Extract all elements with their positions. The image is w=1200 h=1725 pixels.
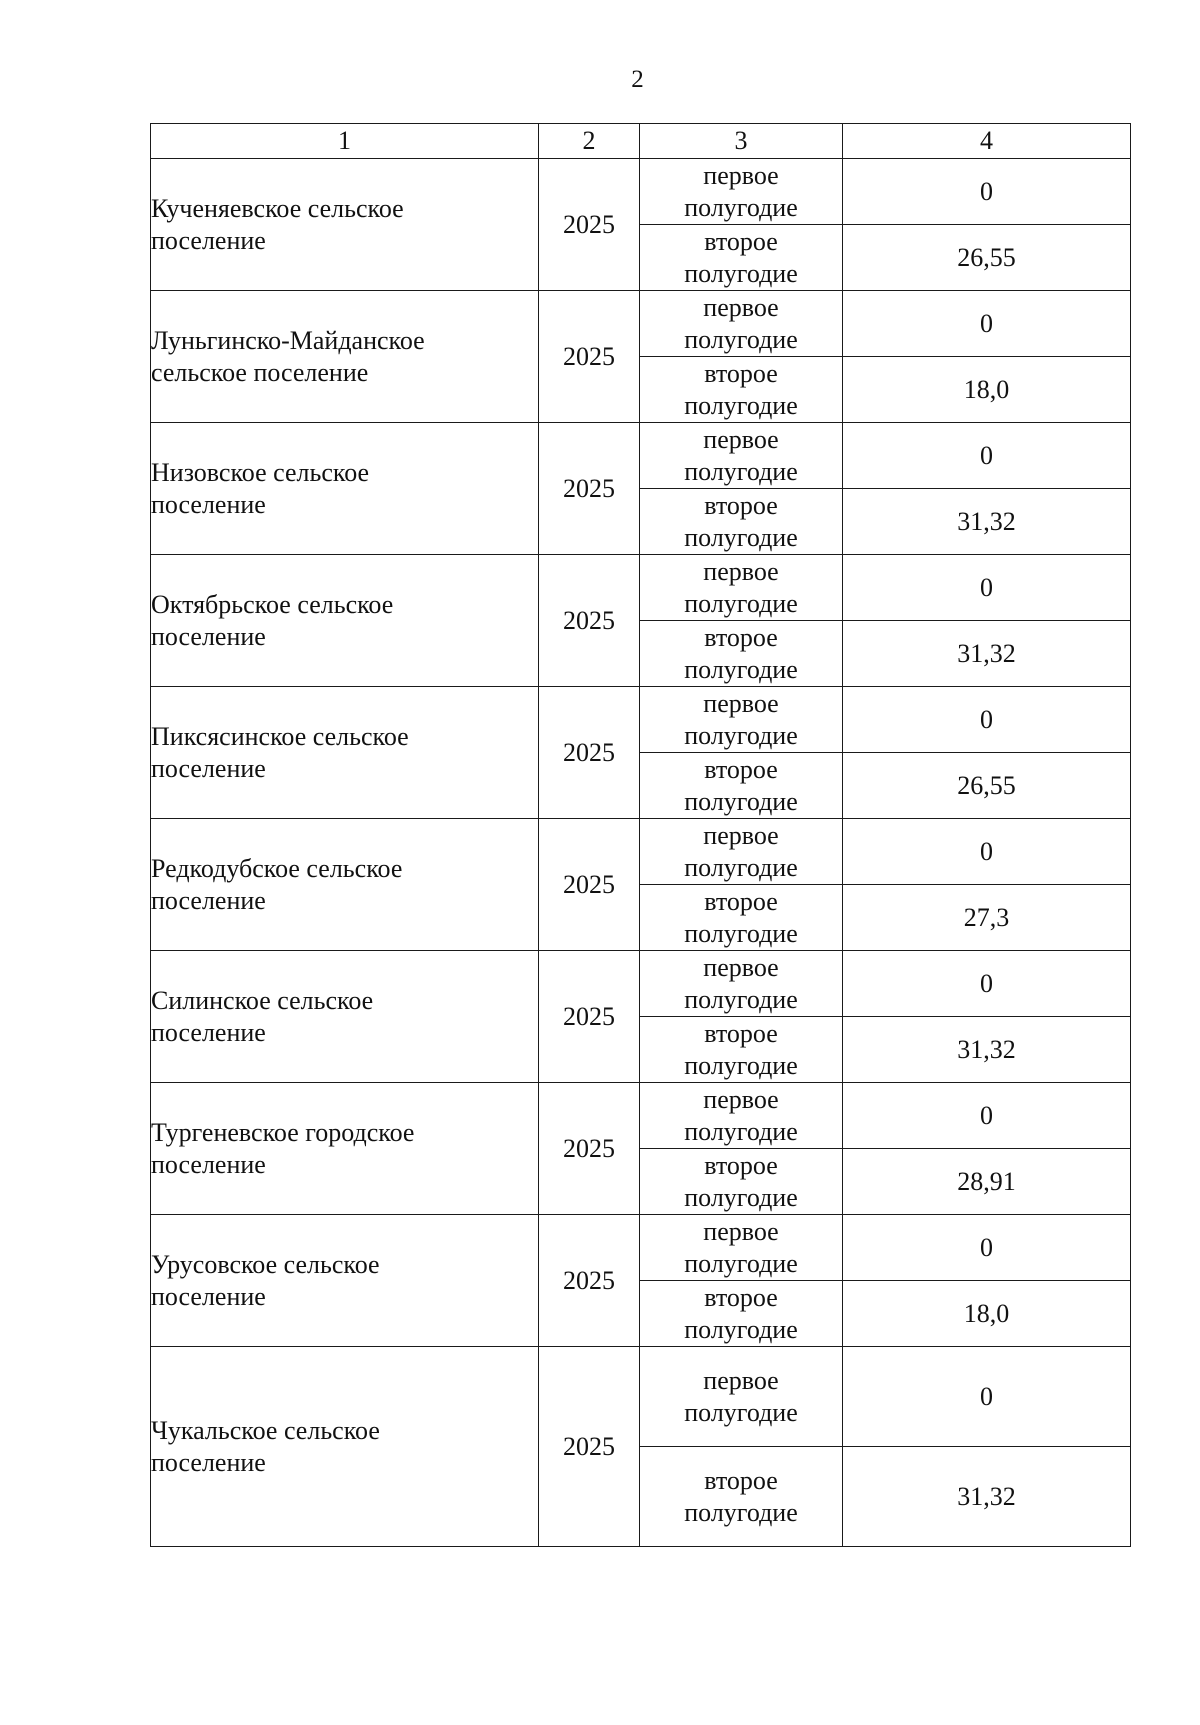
period-first-line1: первое [703,820,779,850]
period-second-cell [640,1447,843,1547]
settlement-name-line2: поселение [151,1017,266,1047]
year-cell: 2025 [539,687,640,819]
page-number: 2 [631,66,644,93]
value-second-half: 28,91 [843,1149,1131,1215]
table-row [151,555,1131,621]
period-second-line2: полугодие [684,654,798,684]
period-second-line2: полугодие [684,1050,798,1080]
table-row [151,951,1131,1017]
settlement-name-line2: поселение [151,489,266,519]
table-row [151,291,1131,357]
period-second-line1: второе [704,1150,778,1180]
period-first-line2: полугодие [684,456,798,486]
period-second-line1: второе [704,1465,778,1495]
period-first-line2: полугодие [684,588,798,618]
settlement-name-line1: Тургеневское городское [151,1117,415,1147]
period-second-line2: полугодие [684,522,798,552]
period-first-cell [640,1215,843,1281]
value-first-half: 0 [843,687,1131,753]
settlement-name-line1: Кученяевское сельское [151,193,404,223]
header-cell-2: 2 [539,124,640,159]
value-first-half: 0 [843,1083,1131,1149]
period-first-line2: полугодие [684,192,798,222]
table-row [151,1215,1131,1281]
period-second-line1: второе [704,358,778,388]
period-first-line1: первое [703,556,779,586]
period-first-line1: первое [703,952,779,982]
settlement-name-line1: Чукальское сельское [151,1415,380,1445]
period-first-line1: первое [703,1084,779,1114]
settlement-name [151,555,539,687]
settlement-name-line2: поселение [151,621,266,651]
value-second-half: 31,32 [843,1447,1131,1547]
value-first-half: 0 [843,555,1131,621]
period-first-line1: первое [703,160,779,190]
table-row [151,1083,1131,1149]
table-row [151,819,1131,885]
period-first-cell [640,1083,843,1149]
year-cell: 2025 [539,1215,640,1347]
settlement-name-line1: Пиксясинское сельское [151,721,409,751]
period-first-cell [640,819,843,885]
period-first-line2: полугодие [684,852,798,882]
period-second-cell [640,1017,843,1083]
period-second-line1: второе [704,1282,778,1312]
settlement-name-line1: Низовское сельское [151,457,370,487]
period-second-line2: полугодие [684,1314,798,1344]
period-first-cell [640,159,843,225]
table-row [151,423,1131,489]
period-second-line1: второе [704,886,778,916]
table-row [151,1347,1131,1447]
period-second-line2: полугодие [684,258,798,288]
period-first-cell [640,951,843,1017]
period-first-cell [640,423,843,489]
value-first-half: 0 [843,159,1131,225]
settlement-name [151,291,539,423]
header-row [151,124,1131,159]
period-second-line2: полугодие [684,1497,798,1527]
period-first-line1: первое [703,1216,779,1246]
settlement-name-line2: поселение [151,753,266,783]
period-second-line2: полугодие [684,1182,798,1212]
year-cell: 2025 [539,291,640,423]
settlement-name [151,159,539,291]
table-body [151,124,1131,1547]
header-cell-3: 3 [640,124,843,159]
period-second-line2: полугодие [684,918,798,948]
value-second-half: 31,32 [843,489,1131,555]
settlement-name-line1: Октябрьское сельское [151,589,394,619]
settlement-name [151,1215,539,1347]
period-second-cell [640,357,843,423]
period-first-line2: полугодие [684,984,798,1014]
period-second-cell [640,1281,843,1347]
value-second-half: 31,32 [843,1017,1131,1083]
period-first-line1: первое [703,688,779,718]
settlement-name [151,423,539,555]
value-second-half: 18,0 [843,1281,1131,1347]
value-first-half: 0 [843,951,1131,1017]
year-cell: 2025 [539,1083,640,1215]
value-first-half: 0 [843,291,1131,357]
value-first-half: 0 [843,1347,1131,1447]
period-second-cell [640,1149,843,1215]
period-second-cell [640,489,843,555]
settlement-name-line1: Редкодубское сельское [151,853,403,883]
data-table [150,123,1131,1547]
value-first-half: 0 [843,1215,1131,1281]
period-second-cell [640,753,843,819]
period-first-cell [640,555,843,621]
year-cell: 2025 [539,555,640,687]
period-first-line1: первое [703,424,779,454]
settlement-name-line2: поселение [151,1447,266,1477]
period-second-line2: полугодие [684,786,798,816]
value-first-half: 0 [843,819,1131,885]
value-second-half: 18,0 [843,357,1131,423]
period-first-line2: полугодие [684,1397,798,1427]
settlement-name-line2: поселение [151,885,266,915]
period-first-line2: полугодие [684,324,798,354]
period-second-line2: полугодие [684,390,798,420]
period-first-line2: полугодие [684,1116,798,1146]
settlement-name-line1: Урусовское сельское [151,1249,380,1279]
year-cell: 2025 [539,423,640,555]
value-second-half: 27,3 [843,885,1131,951]
period-first-line2: полугодие [684,720,798,750]
settlement-name-line1: Силинское сельское [151,985,374,1015]
value-second-half: 26,55 [843,753,1131,819]
settlement-name [151,1347,539,1547]
period-first-cell [640,687,843,753]
settlement-name-line2: поселение [151,1149,266,1179]
period-second-line1: второе [704,754,778,784]
settlement-name [151,819,539,951]
settlement-name-line2: поселение [151,1281,266,1311]
value-second-half: 26,55 [843,225,1131,291]
settlement-name [151,687,539,819]
period-second-cell [640,225,843,291]
header-cell-4: 4 [843,124,1131,159]
settlement-name [151,1083,539,1215]
value-first-half: 0 [843,423,1131,489]
period-first-cell [640,291,843,357]
settlement-name [151,951,539,1083]
settlement-name-line2: сельское поселение [151,357,369,387]
period-first-cell [640,1347,843,1447]
header-cell-1: 1 [151,124,539,159]
period-first-line1: первое [703,1365,779,1395]
period-second-line1: второе [704,490,778,520]
period-first-line2: полугодие [684,1248,798,1278]
table-row [151,159,1131,225]
period-second-line1: второе [704,226,778,256]
period-second-cell [640,621,843,687]
year-cell: 2025 [539,1347,640,1547]
table-row [151,687,1131,753]
period-first-line1: первое [703,292,779,322]
period-second-line1: второе [704,622,778,652]
year-cell: 2025 [539,951,640,1083]
period-second-cell [640,885,843,951]
settlement-name-line2: поселение [151,225,266,255]
value-second-half: 31,32 [843,621,1131,687]
year-cell: 2025 [539,819,640,951]
settlement-name-line1: Луньгинско-Майданское [151,325,425,355]
year-cell: 2025 [539,159,640,291]
period-second-line1: второе [704,1018,778,1048]
